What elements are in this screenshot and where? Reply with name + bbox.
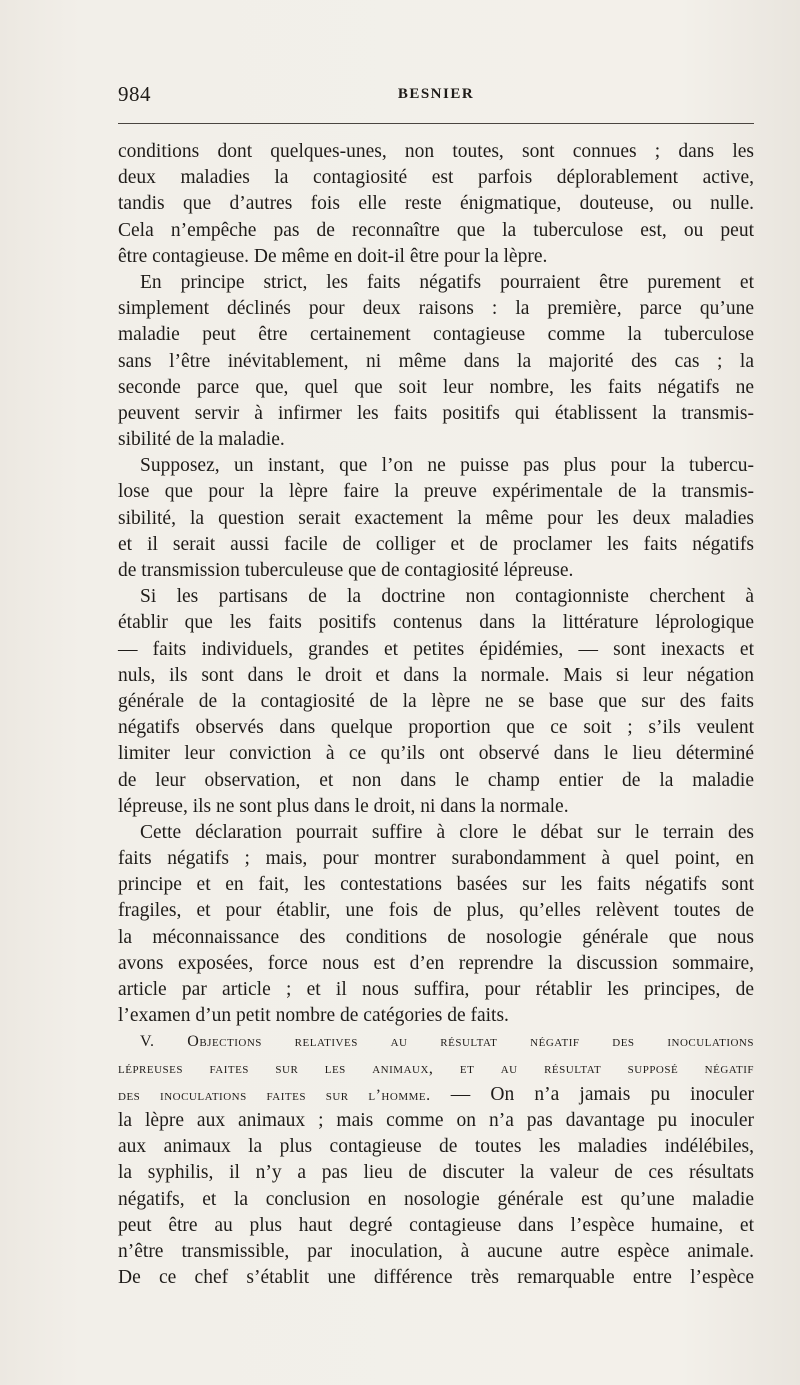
page-header [118, 80, 754, 120]
text-line: l’examen d’un petit nombre de catégories de faits. [118, 1005, 509, 1027]
text-line: Si les partisans de la doctrine non contagionniste cherchent à [140, 586, 754, 608]
text-line: faits négatifs ; mais, pour montrer surabondamment à quel point, en [118, 848, 754, 870]
text-line: peuvent servir à infirmer les faits positifs qui établissent la transmis- [118, 402, 754, 424]
text-line: seconde parce que, quel que soit leur nombre, les faits négatifs ne [118, 376, 754, 398]
text-line: lose que pour la lèpre faire la preuve expérimentale de la transmis- [118, 481, 754, 503]
header-rule [118, 123, 754, 124]
text-line: deux maladies la contagiosité est parfois déplorablement active, [118, 167, 754, 189]
section-heading-smallcaps: des inoculations faites sur l’homme. [118, 1086, 431, 1104]
text-line: Cette déclaration pourrait suffire à clore le débat sur le terrain des [140, 821, 754, 843]
text-line: négatifs, et la conclusion en nosologie générale est qu’une maladie [118, 1188, 754, 1210]
text-line: nuls, ils sont dans le droit et dans la normale. Mais si leur négation [118, 664, 754, 686]
section-heading-line [118, 1082, 754, 1108]
text-line: peut être au plus haut degré contagieuse dans l’espèce humaine, et [118, 1214, 754, 1236]
text-line: Cela n’empêche pas de reconnaître que la tuberculose est, ou peut [118, 219, 754, 241]
section-heading-line: V. Objections relatives au résultat négatif des inoculations [140, 1033, 754, 1051]
text-line: maladie peut être certainement contagieuse comme la tuberculose [118, 324, 754, 346]
text-line: principe et en fait, les contestations basées sur les faits négatifs sont [118, 874, 754, 896]
text-line: conditions dont quelques-unes, non toutes, sont connues ; dans les [118, 141, 754, 162]
text-line: et il serait aussi facile de colliger et de proclamer les faits négatifs [118, 533, 754, 555]
text-line: négatifs observés dans quelque proportion que ce soit ; s’ils veulent [118, 717, 754, 739]
text-line: la lèpre aux animaux ; mais comme on n’a pas davantage pu inoculer [118, 1109, 754, 1131]
text-line: fragiles, et pour établir, une fois de plus, qu’elles relèvent toutes de [118, 900, 754, 922]
text-line: En principe strict, les faits négatifs pourraient être purement et [140, 271, 754, 293]
text-line: de transmission tuberculeuse que de contagiosité lépreuse. [118, 560, 574, 581]
text-line: limiter leur conviction à ce qu’ils ont observé dans le lieu déterminé [118, 743, 754, 765]
text-line: la syphilis, il n’y a pas lieu de discuter la valeur de ces résultats [118, 1162, 754, 1184]
body-text [118, 139, 754, 1291]
text-line: aux animaux la plus contagieuse de toutes les maladies indélébiles, [118, 1136, 754, 1158]
text-line: de leur observation, et non dans le champ entier de la maladie [118, 769, 754, 791]
page-number: 984 [118, 82, 151, 106]
text-line: Supposez, un instant, que l’on ne puisse pas plus pour la tubercu- [140, 455, 754, 477]
text-line: avons exposées, force nous est d’en reprendre la discussion sommaire, [118, 952, 754, 974]
text-line: De ce chef s’établit une différence très remarquable entre l’espèce [118, 1267, 754, 1289]
text-line: article par article ; et il nous suffira, pour rétablir les principes, de [118, 979, 754, 1000]
text-line: générale de la contagiosité de la lèpre ne se base que sur des faits [118, 690, 754, 712]
text-line: lépreuse, ils ne sont plus dans le droit, ni dans la normale. [118, 795, 569, 817]
text-line: la méconnaissance des conditions de nosologie générale que nous [118, 926, 754, 948]
text-line: simplement déclinés pour deux raisons : la première, parce qu’une [118, 298, 754, 320]
text-line: sibilité de la maladie. [118, 429, 285, 451]
text-line: — faits individuels, grandes et petites épidémies, — sont inexacts et [118, 638, 754, 660]
text-line: sans l’être inévitablement, ni même dans la majorité des cas ; la [118, 350, 754, 372]
text-line: sibilité, la question serait exactement la même pour les deux maladies [118, 507, 754, 529]
section-heading-line: lépreuses faites sur les animaux, et au résultat supposé négatif [118, 1059, 754, 1077]
text-line: être contagieuse. De même en doit-il être pour la lèpre. [118, 245, 548, 267]
text-line: tandis que d’autres fois elle reste énigmatique, douteuse, ou nulle. [118, 193, 754, 215]
text-line: n’être transmissible, par inoculation, à aucune autre espèce animale. [118, 1240, 754, 1262]
section-heading-text: — On n’a jamais pu inoculer [430, 1083, 754, 1105]
text-line: établir que les faits positifs contenus dans la littérature léprologique [118, 612, 754, 634]
running-head: BESNIER [397, 86, 475, 102]
